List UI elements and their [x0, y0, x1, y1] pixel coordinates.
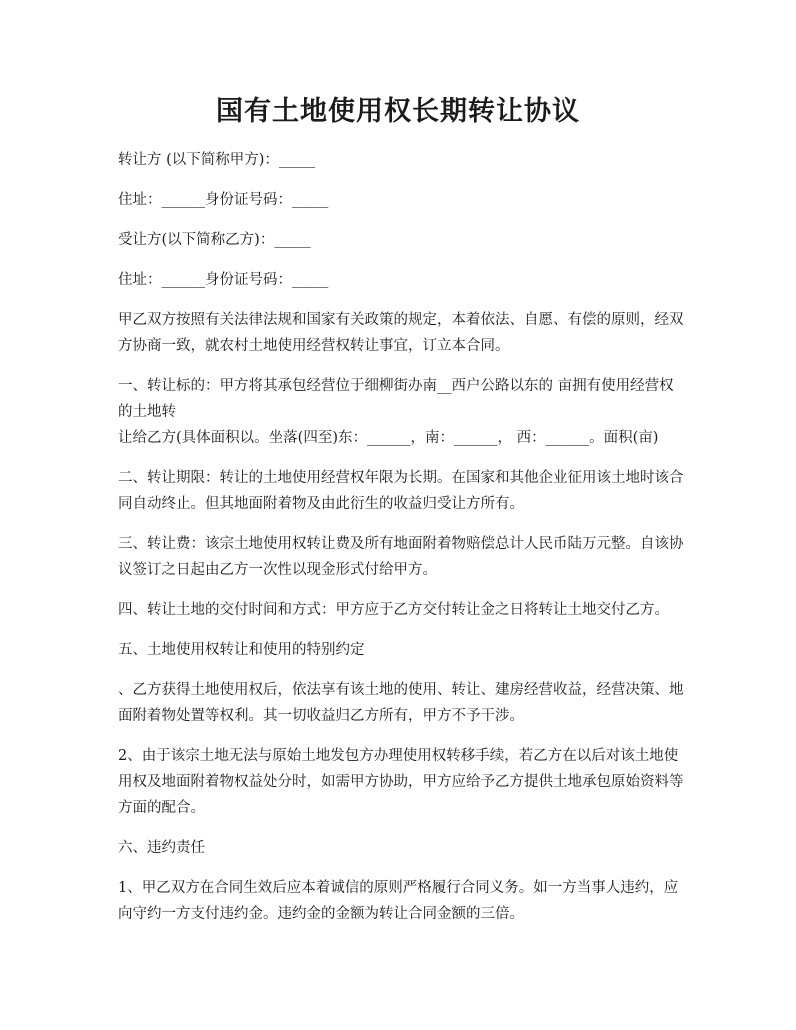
paragraph-section-5-item-2: 2、由于该宗土地无法与原始土地发包方办理使用权转移手续，若乙方在以后对该土地使用权及地面附着物权益处分时，如需甲方协助，甲方应给予乙方提供土地承包原始资料等方面的配合。 — [118, 748, 684, 816]
paragraph-section-1-a: 一、转让标的：甲方将其承包经营位于细柳街办南__西户公路以东的 亩拥有使用经营权的土地转 — [118, 378, 674, 420]
paragraph-section-2: 二、转让期限：转让的土地使用经营权年限为长期。在国家和其他企业征用该土地时该合同自动终止。但其地面附着物及由此衍生的收益归受让方所有。 — [118, 470, 684, 512]
paragraph-transferee-address: 住址：______身份证号码：_____ — [118, 272, 329, 288]
document-title: 国有土地使用权长期转让协议 — [216, 96, 580, 127]
paragraph-preamble: 甲乙双方按照有关法律法规和国家有关政策的规定，本着依法、自愿、有偿的原则，经双方协商一致，就农村土地使用经营权转让事宜，订立本合同。 — [118, 312, 684, 354]
paragraph-section-1-b: 让给乙方(具体面积以。坐落(四至)东：______，南：______， 西：______。面积(亩) — [118, 430, 659, 446]
paragraph-section-4: 四、转让土地的交付时间和方式：甲方应于乙方交付转让金之日将转让土地交付乙方。 — [118, 602, 669, 618]
paragraph-transferor-address: 住址：______身份证号码：_____ — [118, 192, 329, 208]
paragraph-transferee: 受让方(以下简称乙方)：_____ — [118, 232, 311, 248]
document-body — [118, 147, 684, 941]
paragraph-section-6-item-1: 1、甲乙双方在合同生效后应本着诚信的原则严格履行合同义务。如一方当事人违约，应向守约一方支付违约金。违约金的金额为转让合同金额的三倍。 — [118, 880, 679, 922]
paragraph-section-6-heading: 六、违约责任 — [118, 840, 205, 856]
paragraph-section-5-item-1: 、乙方获得土地使用权后，依法享有该土地的使用、转让、建房经营收益，经营决策、地面附着物处置等权利。其一切收益归乙方所有，甲方不予干涉。 — [118, 682, 684, 724]
paragraph-section-5-heading: 五、土地使用权转让和使用的特别约定 — [118, 642, 365, 658]
paragraph-transferor: 转让方 (以下简称甲方)：_____ — [118, 152, 316, 168]
paragraph-section-3: 三、转让费：该宗土地使用权转让费及所有地面附着物赔偿总计人民币陆万元整。自该协议签订之日起由乙方一次性以现金形式付给甲方。 — [118, 536, 684, 578]
